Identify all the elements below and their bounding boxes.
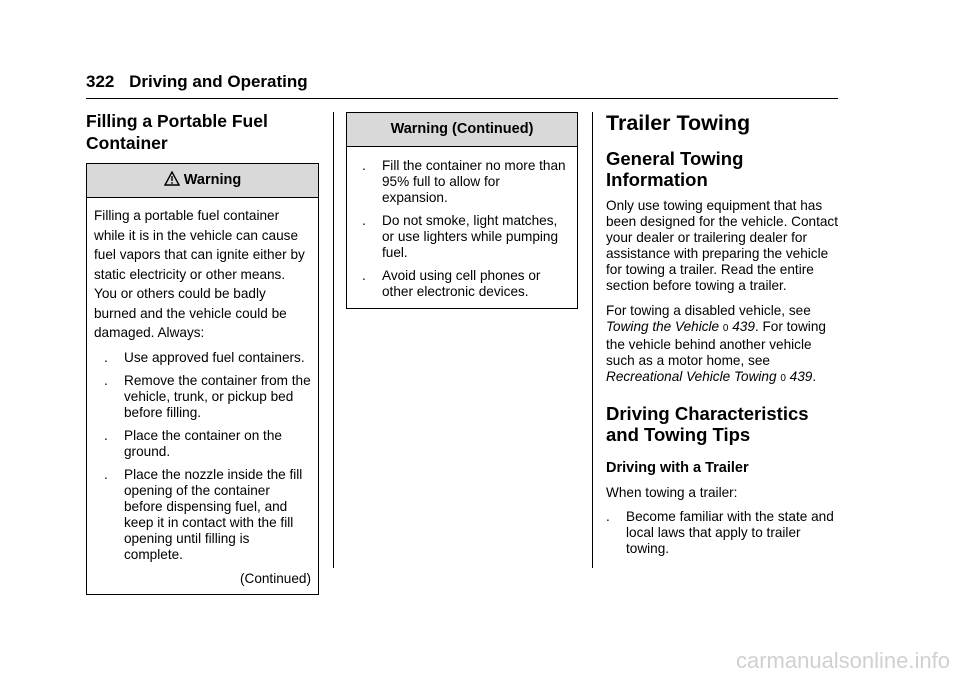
heading-general-towing: General Towing Information <box>606 148 744 190</box>
page-number: 322 <box>86 72 115 91</box>
heading-portable-fuel: Filling a Portable Fuel Container <box>86 111 268 153</box>
warning-box <box>86 163 319 595</box>
list-item: . Place the nozzle inside the fill opening of the container before dispensing fuel, and keep it in contact with the fill opening until filling is complete. <box>104 466 303 562</box>
list-item: . Become familiar with the state and local laws that apply to trailer towing. <box>606 509 834 556</box>
warning-intro: Filling a portable fuel container while it is in the vehicle can cause fuel vapors that can ignite either by static electricity or other means. You or others could be badly burned and the vehicle could be damaged. Always: <box>94 208 305 340</box>
page-ref-439-b[interactable]: 439 <box>789 369 813 384</box>
column-3 <box>606 110 840 557</box>
column-2 <box>346 112 578 309</box>
column-divider-1 <box>333 112 334 568</box>
heading-driving-with-trailer: Driving with a Trailer <box>606 460 749 476</box>
watermark-text: carmanualsonline.info <box>735 648 950 673</box>
paragraph-when-towing: When towing a trailer: <box>606 485 738 500</box>
warning-continued-header: Warning (Continued) <box>347 113 577 147</box>
heading-driving-characteristics: Driving Characteristics and Towing Tips <box>606 403 809 445</box>
warning-box-continued <box>346 112 578 309</box>
list-item: . Remove the container from the vehicle, trunk, or pickup bed before filling. <box>104 372 311 420</box>
column-1 <box>86 110 319 595</box>
list-item: . Do not smoke, light matches, or use lighters while pumping fuel. <box>362 213 559 260</box>
list-item: . Place the container on the ground. <box>104 427 282 459</box>
section-title: Driving and Operating <box>129 72 308 91</box>
paragraph-disabled-vehicle: For towing a disabled vehicle, see Towing the Vehicle 0 439. For towing the vehicle behind another vehicle such as a motor home, see Recreational Vehicle Towing 0 439. <box>606 303 826 384</box>
page-ref-icon: 0 <box>722 323 729 334</box>
warning-header <box>87 164 318 198</box>
link-towing-the-vehicle[interactable]: Towing the Vehicle <box>606 319 720 334</box>
page-header <box>86 72 308 92</box>
warning-triangle-icon <box>164 171 180 186</box>
continued-label: (Continued) <box>239 570 311 586</box>
paragraph-towing-equipment: Only use towing equipment that has been designed for the vehicle. Contact your dealer or trailering dealer for assistance with preparing the vehicle for towing a trailer. Read the entire section before towing a trailer. <box>606 198 839 293</box>
page-ref-icon: 0 <box>780 373 786 384</box>
warning-title: Warning <box>183 172 242 188</box>
column-divider-2 <box>592 112 593 568</box>
link-recreational-vehicle-towing[interactable]: Recreational Vehicle Towing <box>606 369 777 384</box>
header-rule <box>86 98 838 99</box>
list-item: . Avoid using cell phones or other electronic devices. <box>362 268 541 299</box>
list-item: . Fill the container no more than 95% full to allow for expansion. <box>362 158 566 205</box>
list-item: . Use approved fuel containers. <box>104 349 305 365</box>
warning-continued-body <box>347 147 577 308</box>
warning-body <box>87 198 318 594</box>
page-ref-439-a[interactable]: 439 <box>732 319 755 334</box>
heading-trailer-towing: Trailer Towing <box>606 111 751 135</box>
